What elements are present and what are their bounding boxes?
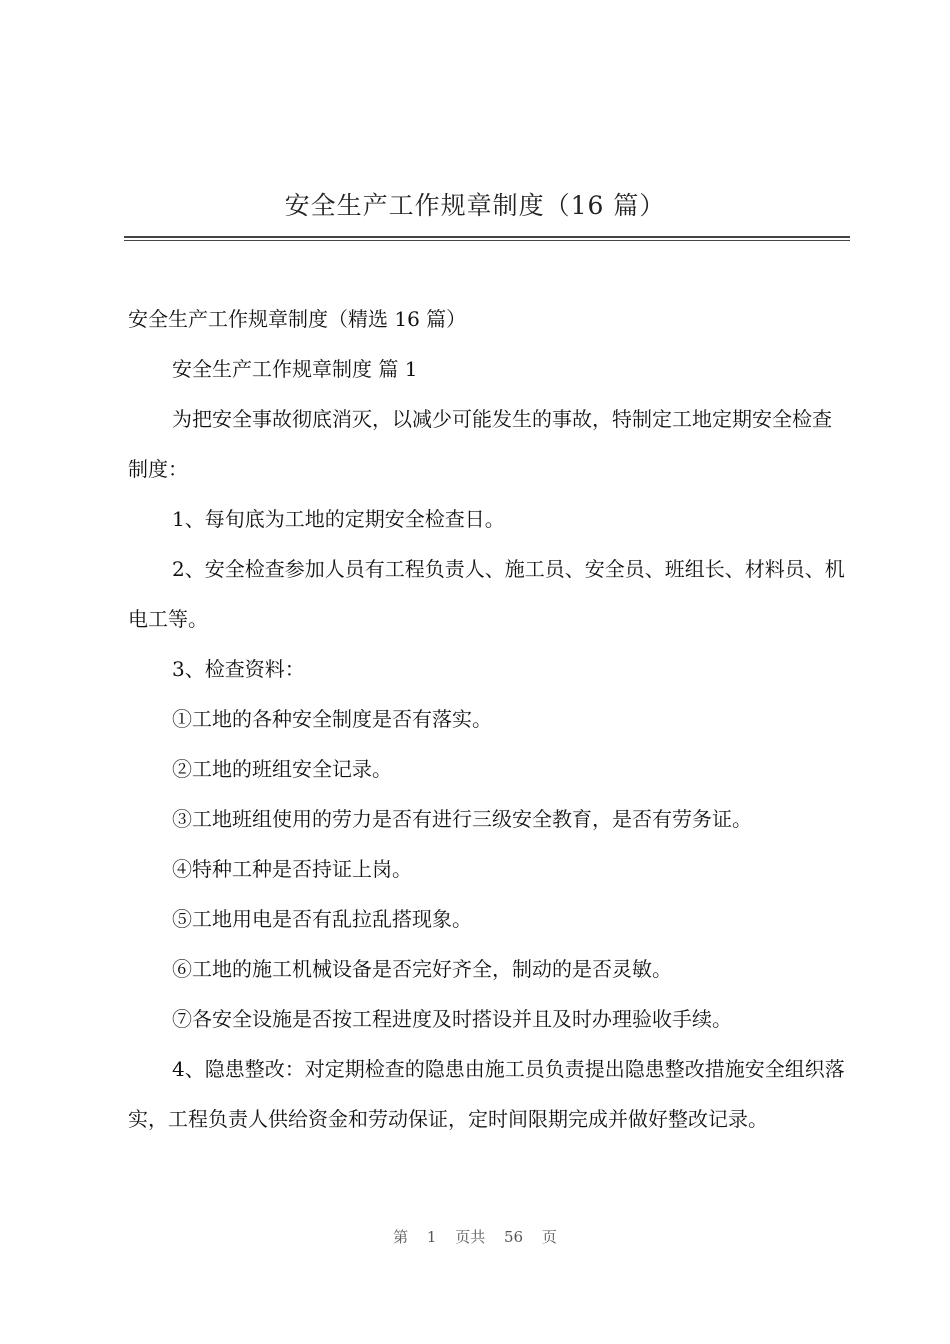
check-item-7: ⑦各安全设施是否按工程进度及时搭设并且及时办理验收手续。	[172, 1007, 732, 1031]
check-item-1: ①工地的各种安全制度是否有落实。	[172, 707, 492, 731]
paragraph-item-2: 2、安全检查参加人员有工程负责人、施工员、安全员、班组长、材料员、机电工等。	[128, 557, 845, 631]
title-rule-thick	[124, 236, 850, 238]
paragraph-item-1: 1、每旬底为工地的定期安全检查日。	[172, 507, 505, 531]
document-body	[128, 294, 850, 1144]
paragraph-item-3: 3、检查资料：	[172, 657, 305, 681]
check-item-2: ②工地的班组安全记录。	[172, 757, 392, 781]
footer-suffix: 页	[541, 1228, 557, 1246]
paragraph-item-4: 4、隐患整改：对定期检查的隐患由施工员负责提出隐患整改措施安全组织落实，工程负责人供给资金和劳动保证，定时间限期完成并做好整改记录。	[128, 1057, 845, 1131]
paragraph-intro: 为把安全事故彻底消灭，以减少可能发生的事故，特制定工地定期安全检查制度：	[128, 407, 832, 481]
check-item-5: ⑤工地用电是否有乱拉乱搭现象。	[172, 907, 472, 931]
section-heading: 安全生产工作规章制度 篇 1	[172, 357, 418, 381]
footer-prefix: 第	[393, 1228, 409, 1246]
document-subtitle: 安全生产工作规章制度（精选 16 篇）	[128, 307, 467, 331]
check-item-6: ⑥工地的施工机械设备是否完好齐全，制动的是否灵敏。	[172, 957, 672, 981]
page-footer	[0, 1226, 950, 1247]
footer-middle: 页共	[455, 1228, 486, 1246]
footer-current-page: 1	[426, 1228, 437, 1246]
check-item-3: ③工地班组使用的劳力是否有进行三级安全教育，是否有劳务证。	[172, 807, 752, 831]
document-title: 安全生产工作规章制度（16 篇）	[284, 191, 666, 220]
footer-total-pages: 56	[504, 1228, 524, 1246]
check-item-4: ④特种工种是否持证上岗。	[172, 857, 412, 881]
title-rule-thin	[124, 240, 850, 241]
